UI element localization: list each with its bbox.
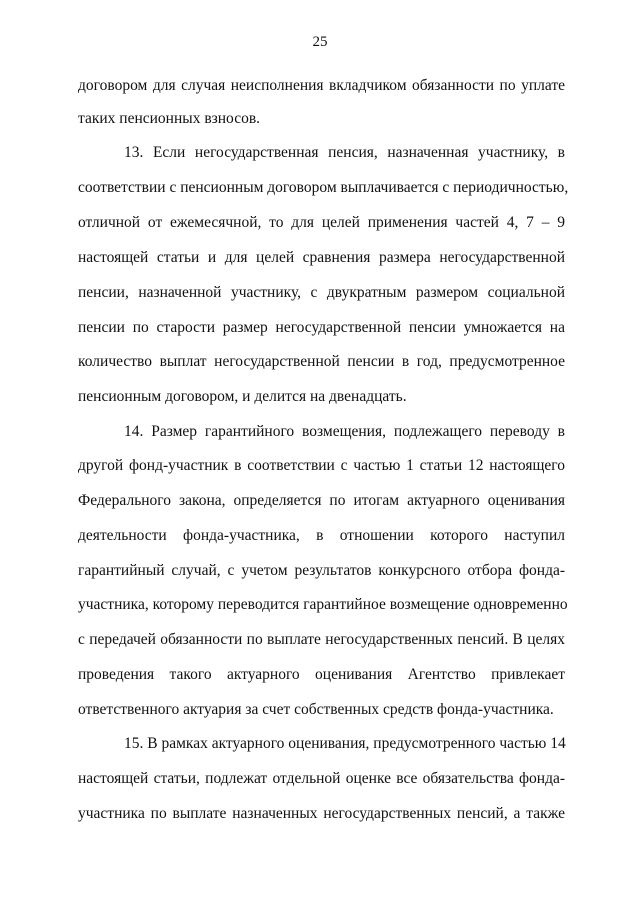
text-line: Федерального закона, определяется по итогам актуарного оценивания: [78, 492, 565, 509]
text-line: таких пенсионных взносов.: [78, 110, 261, 127]
text-line: проведения такого актуарного оценивания Агентство привлекает: [78, 666, 565, 683]
text-line: настоящей статьи, подлежат отдельной оценке все обязательства фонда-: [78, 770, 565, 787]
text-line: договором для случая неисполнения вкладчиком обязанности по уплате: [78, 77, 565, 94]
text-line: настоящей статьи и для целей сравнения размера негосударственной: [78, 249, 565, 266]
text-line: участника, которому переводится гарантийное возмещение одновременно: [78, 596, 568, 613]
text-line: пенсионным договором, и делится на двенадцать.: [78, 388, 407, 405]
text-line: пенсии по старости размер негосударственной пенсии умножается на: [78, 319, 565, 336]
text-line: деятельности фонда-участника, в отношении которого наступил: [78, 527, 565, 544]
text-line: количество выплат негосударственной пенсии в год, предусмотренное: [78, 353, 565, 370]
text-line: ответственного актуария за счет собственных средств фонда-участника.: [78, 701, 554, 718]
text-line: другой фонд-участник в соответствии с частью 1 статьи 12 настоящего: [78, 457, 565, 474]
text-line: гарантийный случай, с учетом результатов конкурсного отбора фонда-: [78, 562, 565, 579]
paragraph-13-start: 13. Если негосударственная пенсия, назначенная участнику, в: [124, 144, 565, 161]
text-line: пенсии, назначенной участнику, с двукратным размером социальной: [78, 284, 565, 301]
paragraph-15-start: 15. В рамках актуарного оценивания, предусмотренного частью 14: [124, 735, 566, 752]
text-line: отличной от ежемесячной, то для целей применения частей 4, 7 – 9: [78, 214, 565, 231]
text-line: участника по выплате назначенных негосударственных пенсий, а также: [78, 805, 565, 822]
page-number: 25: [312, 34, 328, 50]
text-line: соответствии с пенсионным договором выплачивается с периодичностью,: [78, 179, 569, 196]
paragraph-14-start: 14. Размер гарантийного возмещения, подлежащего переводу в: [124, 423, 565, 440]
text-line: с передачей обязанности по выплате негосударственных пенсий. В целях: [78, 631, 565, 648]
